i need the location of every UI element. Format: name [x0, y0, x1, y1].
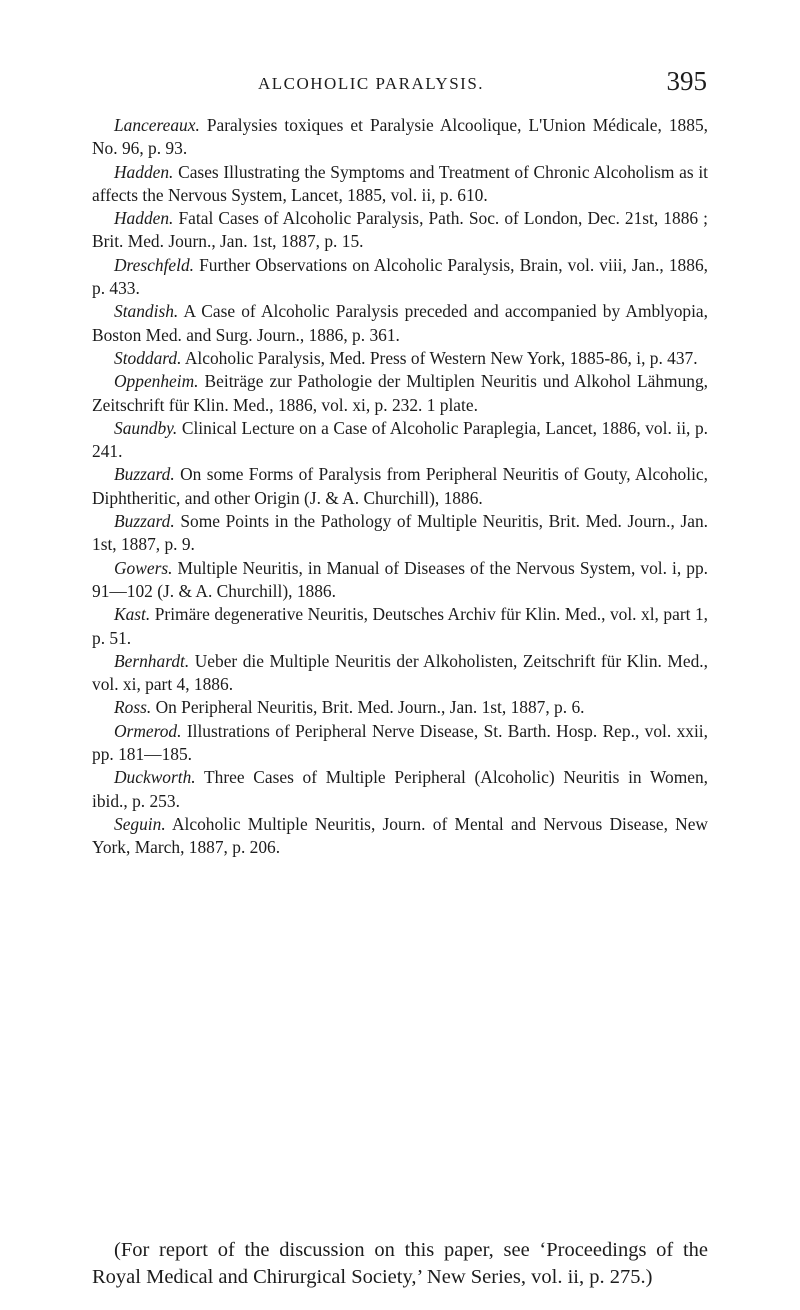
- reference-entry: [92, 603, 708, 650]
- reference-author: Buzzard.: [114, 511, 175, 532]
- reference-text: Paralysies toxiques et Paralysie Alcoolique, L'Union Médicale, 1885, No. 96, p. 93.: [92, 115, 708, 159]
- reference-entry: [92, 161, 708, 208]
- reference-author: Standish.: [114, 301, 179, 322]
- reference-author: Lancereaux.: [114, 115, 200, 135]
- reference-entry: [92, 650, 708, 697]
- reference-entry: [92, 720, 708, 767]
- reference-author: Ormerod.: [114, 720, 182, 741]
- reference-text: Cases Illustrating the Symptoms and Treatment of Chronic Alcoholism as it affects the Nervous System, Lancet, 1885, vol. ii, p. 610.: [92, 161, 708, 205]
- reference-text: Further Observations on Alcoholic Paralysis, Brain, vol. viii, Jan., 1886, p. 433.: [92, 254, 708, 299]
- reference-entry: [92, 696, 708, 719]
- reference-text: Alcoholic Paralysis, Med. Press of Western New York, 1885-86, i, p. 437.: [184, 347, 698, 368]
- reference-entry: [92, 510, 708, 557]
- reference-author: Saundby.: [114, 417, 178, 438]
- reference-text: A Case of Alcoholic Paralysis preceded and accompanied by Amblyopia, Boston Med. and Surg. Journ., 1886, p. 361.: [92, 301, 708, 345]
- reference-entry: [92, 370, 708, 417]
- discussion-note: (For report of the discussion on this paper, see ‘Proceedings of the Royal Medical and Chirurgical Society,’ New Series, vol. ii, p. 275.): [92, 1239, 708, 1288]
- reference-text: Some Points in the Pathology of Multiple Neuritis, Brit. Med. Journ., Jan. 1st, 1887, p. 9.: [92, 511, 708, 555]
- reference-text: Fatal Cases of Alcoholic Paralysis, Path. Soc. of London, Dec. 21st, 1886 ; Brit. Med. Journ., Jan. 1st, 1887, p. 15.: [92, 208, 708, 252]
- reference-text: Primäre degenerative Neuritis, Deutsches Archiv für Klin. Med., vol. xl, part 1, p. 51.: [92, 604, 708, 648]
- reference-entry: [92, 207, 708, 254]
- reference-entry: [92, 463, 708, 510]
- reference-text: Three Cases of Multiple Peripheral (Alcoholic) Neuritis in Women, ibid., p. 253.: [92, 767, 708, 811]
- reference-author: Seguin.: [114, 813, 166, 834]
- reference-author: Buzzard.: [114, 464, 175, 485]
- running-title: ALCOHOLIC PARALYSIS.: [258, 74, 485, 93]
- reference-text: Multiple Neuritis, in Manual of Diseases of the Nervous System, vol. i, pp. 91—102 (J. & A. Churchill), 1886.: [92, 557, 708, 601]
- reference-entry: [92, 114, 708, 161]
- reference-author: Dreschfeld.: [114, 254, 195, 275]
- reference-text: On Peripheral Neuritis, Brit. Med. Journ., Jan. 1st, 1887, p. 6.: [155, 697, 585, 718]
- reference-author: Ross.: [114, 697, 152, 718]
- reference-author: Duckworth.: [114, 767, 196, 788]
- reference-author: Gowers.: [114, 557, 173, 578]
- reference-author: Stoddard.: [114, 347, 182, 368]
- reference-text: On some Forms of Paralysis from Peripheral Neuritis of Gouty, Alcoholic, Diphtheritic, and other Origin (J. & A. Churchill), 1886.: [92, 464, 708, 508]
- reference-entry: [92, 417, 708, 464]
- reference-entry: [92, 766, 708, 813]
- reference-author: Oppenheim.: [114, 371, 199, 392]
- reference-text: Clinical Lecture on a Case of Alcoholic Paraplegia, Lancet, 1886, vol. ii, p. 241.: [92, 417, 708, 462]
- reference-author: Hadden.: [114, 208, 174, 229]
- reference-text: Ueber die Multiple Neuritis der Alkoholisten, Zeitschrift für Klin. Med., vol. xi, part 4, 1886.: [92, 650, 708, 695]
- reference-text: Illustrations of Peripheral Nerve Disease, St. Barth. Hosp. Rep., vol. xxii, pp. 181—185.: [92, 720, 708, 765]
- reference-text: Alcoholic Multiple Neuritis, Journ. of Mental and Nervous Disease, New York, March, 1887, p. 206.: [92, 813, 708, 858]
- reference-entry: [92, 557, 708, 604]
- reference-entry: [92, 300, 708, 347]
- reference-author: Bernhardt.: [114, 650, 190, 671]
- reference-entry: [92, 254, 708, 301]
- reference-entry: [92, 813, 708, 860]
- reference-entry: [92, 347, 708, 370]
- reference-author: Kast.: [114, 604, 151, 625]
- reference-author: Hadden.: [114, 161, 174, 182]
- reference-text: Beiträge zur Pathologie der Multiplen Neuritis und Alkohol Lähmung, Zeitschrift für Klin. Med., 1886, vol. xi, p. 232. 1 plate.: [92, 371, 709, 415]
- reference-list: [92, 114, 708, 860]
- page-number: 395: [666, 66, 707, 96]
